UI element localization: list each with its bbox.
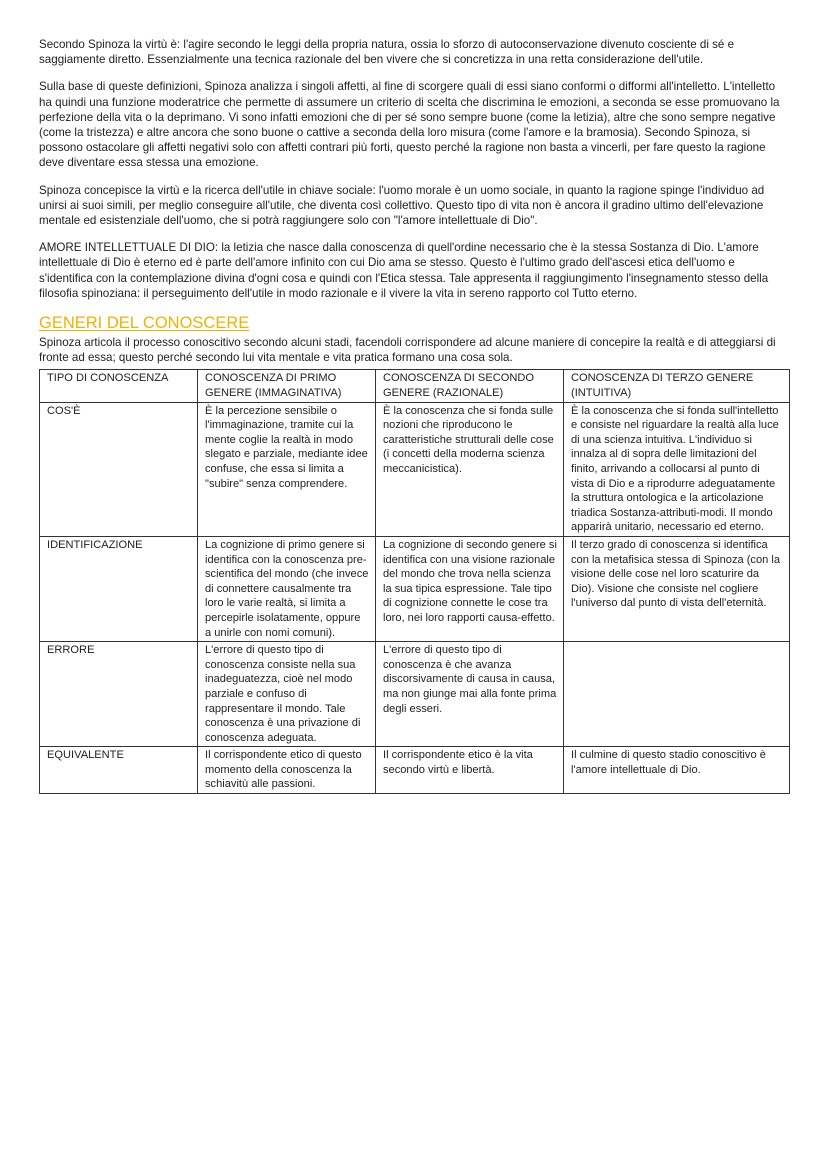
- table-cell: È la conoscenza che si fonda sulle nozioni che riproducono le caratteristiche strutturali delle cose (i concetti della moderna scienza meccanicistica).: [376, 402, 564, 536]
- paragraph-virtue-definition: Secondo Spinoza la virtù è: l'agire secondo le leggi della propria natura, ossia lo sforzo di autoconservazione divenuto cosciente di sé e saggiamente diretto. Essenzialmente una tecnica razionale del ben vivere che si concretizza in una retta considerazione dell'utile.: [39, 38, 735, 67]
- table-row: [40, 642, 790, 747]
- table-cell: L'errore di questo tipo di conoscenza consiste nella sua inadeguatezza, cioè nel modo parziale e confuso di rappresentare il mondo. Tale conoscenza è una privazione di conoscenza adeguata.: [198, 642, 376, 747]
- table-cell: Il corrispondente etico è la vita secondo virtù e libertà.: [376, 747, 564, 794]
- table-cell: [564, 642, 790, 747]
- table-cell: Il corrispondente etico di questo momento della conoscenza la schiavitù alle passioni.: [198, 747, 376, 794]
- table-cell: La cognizione di secondo genere si identifica con una visione razionale del mondo che trova nella scienza la sua tipica espressione. Tale tipo di cognizione connette le cose tra loro, nei loro rapporti causa-effetto.: [376, 536, 564, 641]
- document-page: [39, 37, 789, 794]
- table-header-cell: CONOSCENZA DI PRIMO GENERE (IMMAGINATIVA): [198, 370, 376, 402]
- paragraph-affects-analysis: Sulla base di queste definizioni, Spinoza analizza i singoli affetti, al fine di scorgere quali di essi siano conformi o difformi all'intelletto. L'intelletto ha quindi una funzione moderatrice che permette di assumere un criterio di scelta che discrimina le emozioni, a seconda se esse promuovano la perfezione della vita o la deprimano. Vi sono infatti emozioni che di per sé sono sempre buone (come la letizia), altre che sono sempre negative (come la tristezza) e altre ancora che sono buone o cattive a seconda della loro misura (come l'amore e la bramosia). Secondo Spinoza, si possono ostacolare gli affetti negativi solo con affetti contrari più forti, questo perché la ragione non basta a vincerli, per fare questo la ragione deve diventare essa stessa una emozione.: [39, 80, 780, 170]
- table-header-cell: TIPO DI CONOSCENZA: [40, 370, 198, 402]
- table-row: [40, 536, 790, 641]
- table-cell: È la percezione sensibile o l'immaginazione, tramite cui la mente coglie la realtà in modo slegato e parziale, mediante idee confuse, che essa si limita a "subire" senza comprendere.: [198, 402, 376, 536]
- knowledge-table: [39, 369, 790, 794]
- table-header-cell: CONOSCENZA DI TERZO GENERE (INTUITIVA): [564, 370, 790, 402]
- paragraph-social-virtue: Spinoza concepisce la virtù e la ricerca dell'utile in chiave sociale: l'uomo morale è un uomo sociale, in quanto la ragione spinge l'individuo ad unirsi ai suoi simili, per meglio conseguire all'utile, che diventa così collettivo. Questo tipo di vita non è ancora il gradino ultimo dell'elevazione mentale ed esistenziale dell'uomo, che si potrà raggiungere solo con "l'amore intellettuale di Dio".: [39, 183, 765, 228]
- table-cell: Il terzo grado di conoscenza si identifica con la metafisica stessa di Spinoza (con la visione delle cose nel loro scaturire da Dio). Visione che consiste nel cogliere l'universo dal punto di vista dell'eternità.: [564, 536, 790, 641]
- table-cell: È la conoscenza che si fonda sull'intelletto e consiste nel riguardare la realtà alla luce di una scienza intuitiva. L'individuo si innalza al di sopra delle limitazioni del finito, arrivando a collocarsi al punto di vista di Dio e a riprodurre adeguatamente la struttura ontologica e la articolazione triadica Sostanza-attributi-modi. Il mondo apparirà unitario, necessario ed eterno.: [564, 402, 790, 536]
- table-header-cell: CONOSCENZA DI SECONDO GENERE (RAZIONALE): [376, 370, 564, 402]
- paragraph-intellectual-love: AMORE INTELLETTUALE DI DIO: la letizia che nasce dalla conoscenza di quell'ordine necessario che è la stessa Sostanza di Dio. L'amore intellettuale di Dio è eterno ed è parte dell'amore infinito con cui Dio ama se stesso. Questo è l'ultimo grado dell'ascesi etica dell'uomo e s'identifica con la contemplazione divina d'ogni cosa e quindi con l'Etica stessa. Tale appresenta il raggiungimento l'insegnamento stesso della filosofia spinoziana: il perseguimento dell'utile in modo razionale e il vivere la vita in sereno rapporto col Tutto eterno.: [39, 241, 769, 300]
- section-intro: Spinoza articola il processo conoscitivo secondo alcuni stadi, facendoli corrispondere ad alcune maniere di concepire la realtà e di atteggiarsi di fronte ad essa; questo perché secondo lui vita mentale e vita pratica formano una cosa sola.: [39, 336, 776, 365]
- table-cell: Il culmine di questo stadio conoscitivo è l'amore intellettuale di Dio.: [564, 747, 790, 794]
- row-label: EQUIVALENTE: [40, 747, 198, 794]
- table-row: [40, 747, 790, 794]
- table-row: [40, 402, 790, 536]
- row-label: ERRORE: [40, 642, 198, 747]
- table-cell: L'errore di questo tipo di conoscenza è che avanza discorsivamente di causa in causa, ma non giunge mai alla fonte prima degli esseri.: [376, 642, 564, 747]
- table-header-row: [40, 370, 790, 402]
- row-label: IDENTIFICAZIONE: [40, 536, 198, 641]
- section-title: GENERI DEL CONOSCERE: [39, 314, 250, 333]
- table-cell: La cognizione di primo genere si identifica con la conoscenza pre-scientifica del mondo (che invece di connettere causalmente tra loro le varie realtà, si limita a percepirle isolatamente, oppure a unirle con nomi comuni).: [198, 536, 376, 641]
- row-label: COS'È: [40, 402, 198, 536]
